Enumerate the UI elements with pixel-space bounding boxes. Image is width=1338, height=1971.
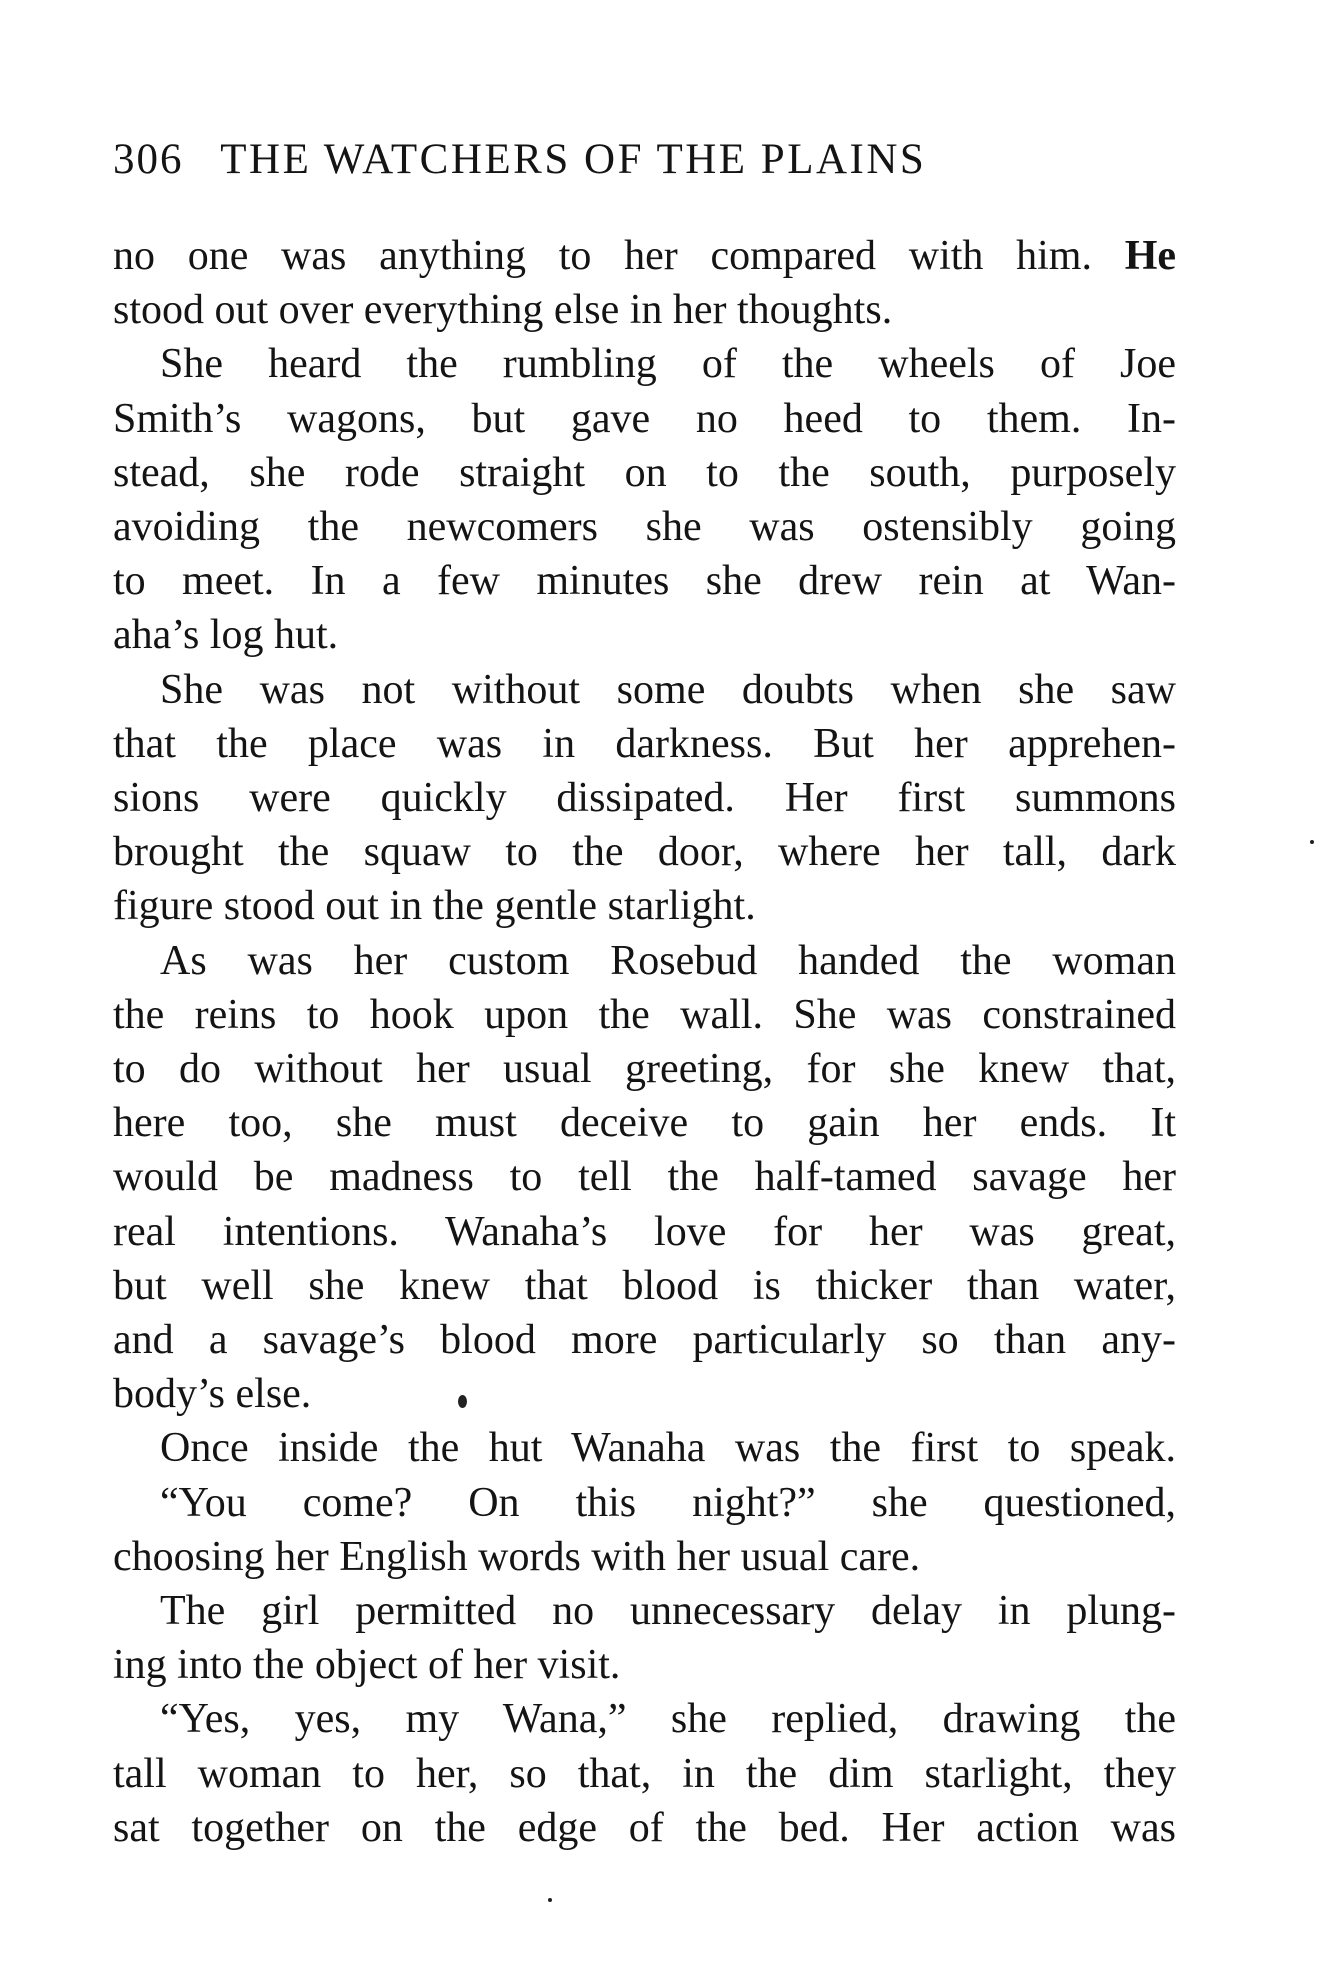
text-line	[113, 1095, 1176, 1151]
text-line	[160, 662, 1176, 718]
text-line	[113, 1312, 1176, 1368]
text-line	[113, 228, 1176, 284]
printing-speck	[458, 1395, 467, 1408]
text-line-content: avoiding the newcomers she was ostensibly going	[113, 504, 1176, 550]
text-line	[113, 987, 1176, 1043]
text-line	[113, 824, 1176, 880]
text-line	[160, 1420, 1176, 1476]
text-line	[113, 1637, 1176, 1693]
text-line-content: tall woman to her, so that, in the dim starlight, they	[113, 1751, 1176, 1797]
printing-speck	[548, 1898, 552, 1902]
text-line	[113, 1041, 1176, 1097]
text-line-content: stood out over everything else in her thoughts.	[113, 287, 893, 333]
text-line	[113, 553, 1176, 609]
text-line-content: choosing her English words with her usual care.	[113, 1534, 921, 1580]
text-line	[160, 336, 1176, 392]
text-line-content: real intentions. Wanaha’s love for her was great,	[113, 1209, 1176, 1255]
text-line-content: no one was anything to her compared with him.	[113, 233, 1092, 279]
text-line-content: the reins to hook upon the wall. She was constrained	[113, 992, 1176, 1038]
text-line	[113, 1258, 1176, 1314]
text-line	[160, 1475, 1176, 1531]
text-line	[113, 445, 1176, 501]
printing-speck	[1310, 840, 1314, 844]
text-line-content: here too, she must deceive to gain her ends. It	[113, 1100, 1176, 1146]
text-line-content: stead, she rode straight on to the south, purposely	[113, 450, 1176, 496]
text-line	[113, 1366, 1176, 1422]
text-line	[113, 1529, 1176, 1585]
text-line	[113, 716, 1176, 772]
text-line-content: body’s else.	[113, 1371, 312, 1417]
page-header	[113, 132, 1173, 188]
text-line	[113, 1149, 1176, 1205]
emphasized-word: He	[1124, 233, 1176, 279]
text-line	[113, 1800, 1176, 1856]
text-line-content: She was not without some doubts when she saw	[160, 667, 1176, 713]
text-line-content: would be madness to tell the half-tamed savage her	[113, 1154, 1176, 1200]
text-line	[113, 391, 1176, 447]
text-line-content: that the place was in darkness. But her apprehen-	[113, 721, 1176, 767]
text-line	[113, 770, 1176, 826]
text-line-content: brought the squaw to the door, where her tall, dark	[113, 829, 1176, 875]
text-line-content: sat together on the edge of the bed. Her action was	[113, 1805, 1176, 1851]
text-line-content: aha’s log hut.	[113, 612, 339, 658]
text-line-content: ing into the object of her visit.	[113, 1642, 621, 1688]
text-line-content: She heard the rumbling of the wheels of Joe	[160, 341, 1176, 387]
text-line	[160, 933, 1176, 989]
text-line	[113, 607, 1176, 663]
text-line-content: and a savage’s blood more particularly so than any-	[113, 1317, 1176, 1363]
page-number: 306	[113, 136, 184, 183]
text-line-content: The girl permitted no unnecessary delay in plung-	[160, 1588, 1176, 1634]
text-line-content: “You come? On this night?” she questioned,	[160, 1480, 1176, 1526]
text-line	[113, 499, 1176, 555]
text-line-content: Once inside the hut Wanaha was the first to speak.	[160, 1425, 1176, 1471]
text-line-content: but well she knew that blood is thicker than water,	[113, 1263, 1176, 1309]
text-line-content: Smith’s wagons, but gave no heed to them. In-	[113, 396, 1176, 442]
text-line	[113, 282, 1176, 338]
text-line-content: “Yes, yes, my Wana,” she replied, drawing the	[160, 1696, 1176, 1742]
text-line	[113, 1204, 1176, 1260]
text-line	[113, 878, 1176, 934]
text-line-content: sions were quickly dissipated. Her first summons	[113, 775, 1176, 821]
text-line-content: to meet. In a few minutes she drew rein at Wan-	[113, 558, 1176, 604]
text-line	[160, 1583, 1176, 1639]
text-line	[113, 1746, 1176, 1802]
text-line-content: to do without her usual greeting, for she knew that,	[113, 1046, 1176, 1092]
text-line-content: figure stood out in the gentle starlight.	[113, 883, 756, 929]
running-title: THE WATCHERS OF THE PLAINS	[220, 136, 927, 183]
text-line	[160, 1691, 1176, 1747]
text-line-content: As was her custom Rosebud handed the woman	[160, 938, 1176, 984]
